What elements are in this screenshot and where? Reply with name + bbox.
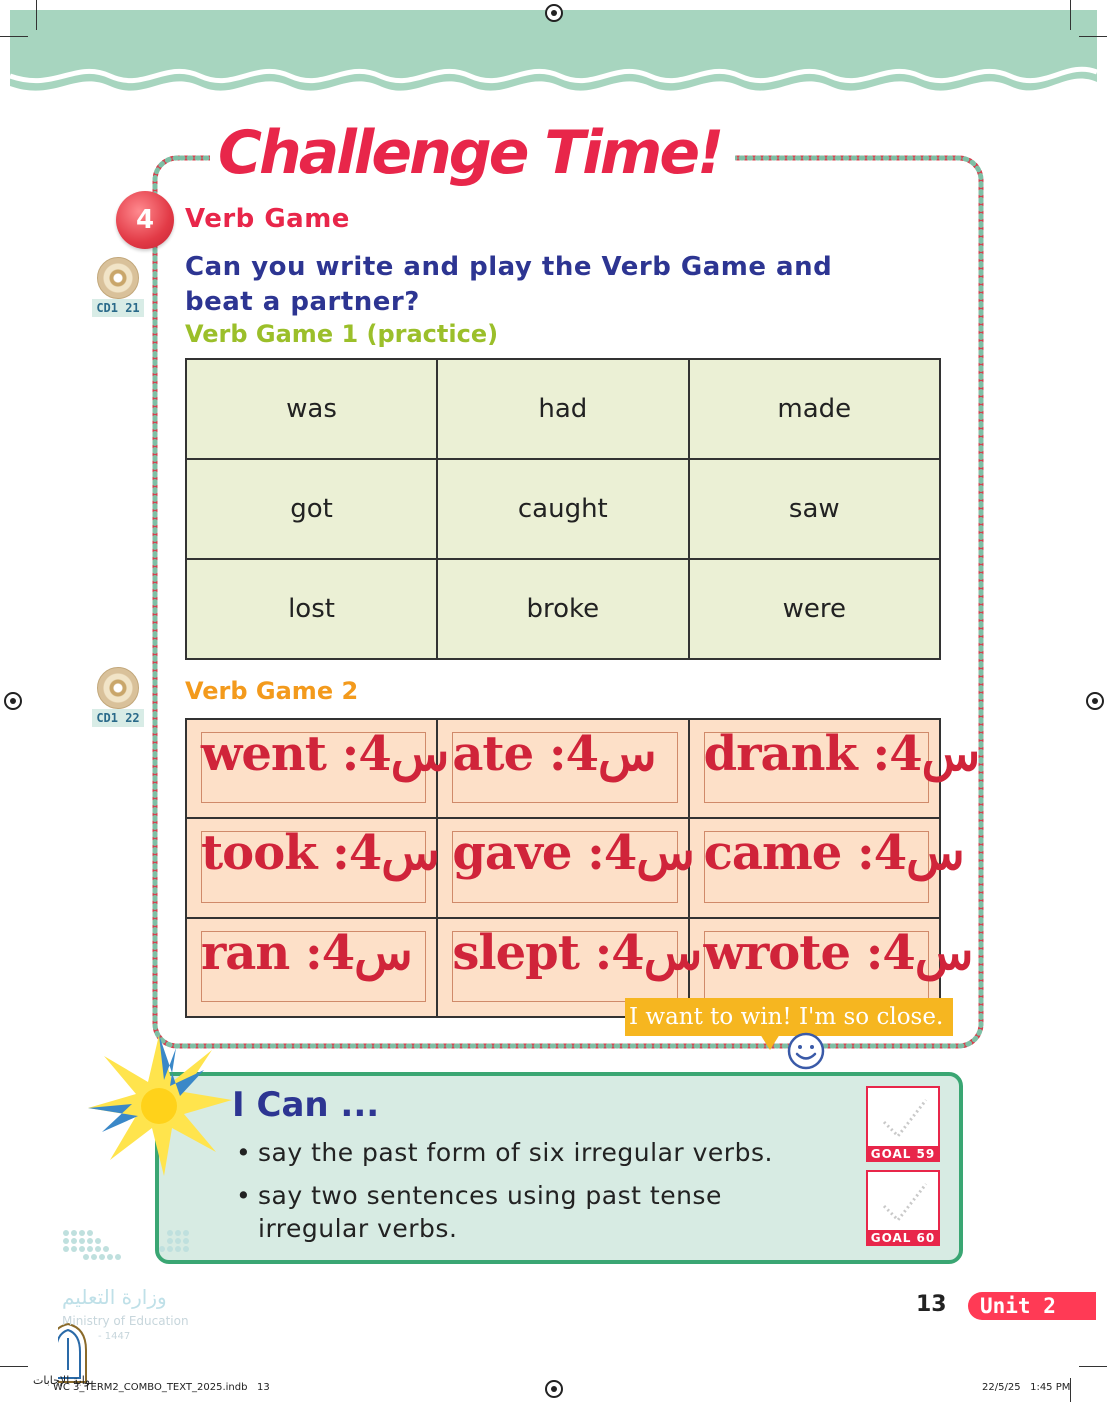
crop-mark (0, 36, 28, 37)
answer-cell[interactable] (186, 818, 440, 917)
game1-heading: Verb Game 1 (practice) (185, 320, 499, 348)
crop-mark (1079, 36, 1107, 37)
i-can-title: I Can ... (232, 1085, 380, 1125)
registration-mark (545, 1380, 563, 1398)
table-row (186, 719, 940, 818)
table-row (186, 818, 940, 917)
handwritten-answer: gave :4س (452, 825, 695, 882)
ministry-name-english: Ministry of Education (62, 1314, 189, 1328)
answer-cell[interactable] (437, 818, 695, 917)
crop-mark (0, 1366, 28, 1367)
handwritten-answer: ate :4س (452, 726, 657, 782)
table-row (186, 559, 940, 659)
answer-cell[interactable] (689, 719, 981, 818)
crop-mark (1079, 1366, 1107, 1367)
ministry-logo (58, 1228, 218, 1398)
verb-cell: got (186, 459, 437, 559)
registration-mark (4, 692, 22, 710)
verb-cell: caught (437, 459, 689, 559)
verb-game-2-table (185, 718, 981, 1018)
crop-mark (1070, 0, 1071, 30)
table-row (186, 459, 940, 559)
verb-cell: made (689, 359, 940, 459)
verb-cell: broke (437, 559, 689, 659)
speech-bubble-tail (760, 1034, 780, 1050)
i-can-item-text: say two sentences using past tense irregular verbs. (258, 1181, 722, 1243)
verb-cell: lost (186, 559, 437, 659)
top-wave-banner (10, 10, 1097, 105)
table-row (186, 359, 940, 459)
cd-icon (97, 667, 139, 709)
verb-cell: was (186, 359, 437, 459)
handwritten-answer: took :4س (201, 825, 440, 882)
activity-title: Verb Game (185, 204, 350, 234)
verb-cell: were (689, 559, 940, 659)
handwritten-answer: drank :4س (703, 726, 981, 782)
audio-track-2[interactable] (92, 667, 144, 727)
activity-number-badge: 4 (116, 191, 174, 249)
page-number: 13 (916, 1292, 947, 1317)
answer-cell[interactable] (689, 818, 965, 917)
game2-heading: Verb Game 2 (185, 677, 359, 705)
crop-mark (36, 0, 37, 30)
audio-track-1[interactable] (92, 257, 144, 317)
verb-cell: saw (689, 459, 940, 559)
audio-track-label: CD1 22 (92, 709, 144, 727)
goal-checkbox[interactable] (866, 1086, 940, 1162)
i-can-item-text: say the past form of six irregular verbs. (258, 1138, 773, 1167)
smiley-icon (786, 1031, 826, 1071)
registration-mark (1086, 692, 1104, 710)
print-slug-file: WC 3_TERM2_COMBO_TEXT_2025.indb 13 (53, 1382, 270, 1393)
goal-checkbox[interactable] (866, 1170, 940, 1246)
bullet-dot: • (236, 1181, 251, 1210)
starburst-icon (84, 1030, 234, 1180)
ministry-year: - 1447 (98, 1331, 131, 1342)
unit-label: Unit 2 (968, 1292, 1096, 1320)
bullet-dot: • (236, 1138, 251, 1167)
ministry-name-arabic: وزارة التعليم (62, 1285, 167, 1309)
page-title: Challenge Time! (210, 118, 735, 188)
handwritten-answer: ran :4س (201, 924, 413, 981)
answer-cell[interactable] (437, 719, 688, 818)
activity-instruction: Can you write and play the Verb Game and beat a partner? (185, 252, 833, 317)
handwritten-answer: slept :4س (452, 924, 703, 981)
print-date: 22/5/25 1:45 PM (982, 1382, 1071, 1393)
speech-bubble: I want to win! I'm so close. (625, 998, 953, 1036)
print-slug-arabic: بوابة الإجابات (33, 1374, 94, 1387)
print-slug (33, 1374, 270, 1393)
answer-cell[interactable] (186, 719, 450, 818)
check-icon (868, 1172, 938, 1234)
verb-cell: had (437, 359, 689, 459)
i-can-item (236, 1136, 796, 1169)
i-can-item (236, 1179, 736, 1245)
goal-label: GOAL 59 (866, 1146, 940, 1162)
verb-game-1-table (185, 358, 941, 660)
handwritten-answer: went :4س (201, 726, 450, 782)
audio-track-label: CD1 21 (92, 299, 144, 317)
handwritten-answer: came :4س (703, 825, 965, 882)
registration-mark (545, 4, 563, 22)
cd-icon (97, 257, 139, 299)
answer-cell[interactable] (186, 918, 437, 1017)
check-icon (868, 1088, 938, 1150)
goal-label: GOAL 60 (866, 1230, 940, 1246)
handwritten-answer: wrote :4س (703, 924, 974, 981)
